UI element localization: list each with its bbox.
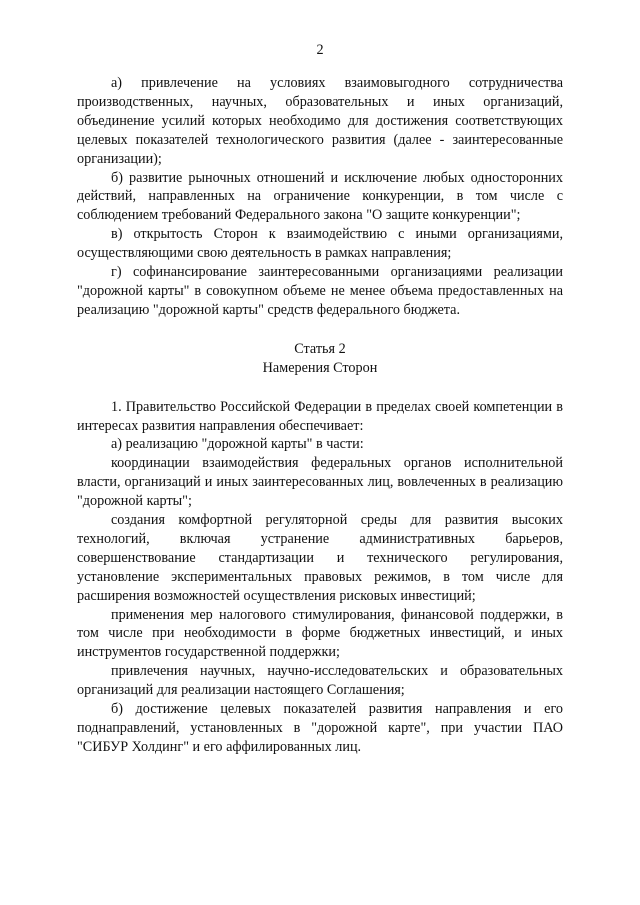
article-number: Статья 2 [294,340,346,357]
paragraph-g-cofinancing: г) софинансирование заинтересованными организациями реализации "дорожной карты" в совокупном объеме не менее объема предоставленных на реализацию "дорожной карты" средств федерального бюджета. [77,264,563,318]
paragraph-b-market-relations: б) развитие рыночных отношений и исключение любых односторонних действий, направленных на ограничение конкуренции, в том числе с соблюдением требований Федерального закона "О защите конкуренции"; [77,169,563,224]
paragraph-tax-incentives: применения мер налогового стимулирования, финансовой поддержки, в том числе при необходимости в форме бюджетных инвестиций, и иных инструментов государственной поддержки; [77,606,563,661]
paragraph-1-government: 1. Правительство Российской Федерации в пределах своей компетенции в интересах развития направления обеспечивает: [77,398,563,434]
article-heading [77,340,563,378]
paragraph-coordination: координации взаимодействия федеральных органов исполнительной власти, организаций и иных заинтересованных лиц, вовлеченных в реализацию "дорожной карты"; [77,455,563,510]
paragraph-a-roadmap: а) реализацию "дорожной карты" в части: [111,436,364,453]
article-title: Намерения Сторон [262,359,378,376]
paragraphs-before [77,74,563,320]
paragraph-b-targets: б) достижение целевых показателей развития направления и его поднаправлений, установленных в "дорожной карте", при участии ПАО "СИБУР Холдинг" и его аффилированных лиц. [77,701,563,755]
document-body [77,74,563,757]
paragraph-regulatory-environment: создания комфортной регуляторной среды для развития высоких технологий, включая устранение административных барьеров, совершенствование стандартизации и технического регулирования, установление экспериментальных правовых режимов, в том числе для расширения возможностей осуществления рисковых инвестиций; [77,512,563,604]
paragraph-science-involvement: привлечения научных, научно-исследовательских и образовательных организаций для реализации настоящего Соглашения; [77,663,563,699]
paragraph-v-openness: в) открытость Сторон к взаимодействию с иными организациями, осуществляющими свою деятельность в рамках направления; [77,226,563,262]
paragraph-a-attraction: а) привлечение на условиях взаимовыгодного сотрудничества производственных, научных, образовательных и иных организаций, объединение усилий которых необходимо для достижения соответствующих целевых показателей технологического развития (далее - заинтересованные организации); [77,75,563,167]
paragraphs-after [77,398,563,757]
page-number: 2 [316,42,324,58]
